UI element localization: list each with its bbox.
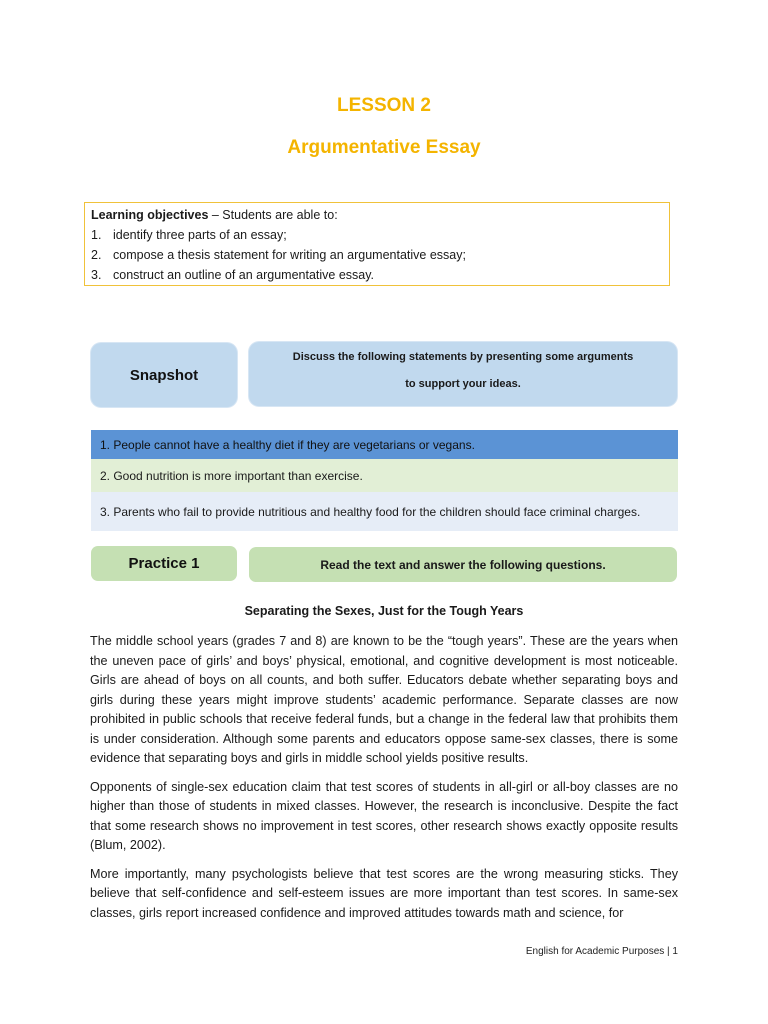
statement-row: 3. Parents who fail to provide nutritious and healthy food for the children should face criminal charges. [91,492,678,531]
snapshot-label-box: Snapshot [91,343,237,407]
page-footer: English for Academic Purposes | 1 [525,946,678,957]
learning-objectives-box [84,202,670,286]
lesson-title: Argumentative Essay [287,137,481,158]
snapshot-instruction-line-2: to support your ideas. [405,378,521,390]
objective-number: 2. [91,248,102,262]
article-paragraph: Opponents of single-sex education claim that test scores of students in all-girl or all-boy classes are no higher than those of students in mixed classes. However, the research is inconclusive. Despite the fact that some research shows no improvement in test scores, other research shows exactly opposite results (Blum, 2002). [90,779,678,852]
objective-number: 1. [91,228,102,242]
objective-item [91,245,663,265]
objective-item [91,225,663,245]
practice-instruction-box: Read the text and answer the following questions. [249,547,677,582]
objective-number: 3. [91,268,102,282]
practice-label-box: Practice 1 [91,546,237,581]
article-paragraph: The middle school years (grades 7 and 8) are known to be the “tough years”. These are the years when the uneven pace of girls’ and boys’ physical, emotional, and cognitive development is most noticeable. Girls are ahead of boys on all counts, and both suffer. Educators debate whether separating boys and girls during these years might improve students’ academic performance. Separate classes are now prohibited in public schools that receive federal funds, but a change in the federal law that prohibits them is under consideration. Although some parents and educators oppose same-sex classes, there is some evidence that separating boys and girls in middle school yields positive results. [90,634,678,765]
objective-text: compose a thesis statement for writing an argumentative essay; [113,248,466,262]
article-title: Separating the Sexes, Just for the Tough Years [244,604,524,618]
objectives-heading-bold: Learning objectives [91,208,209,222]
objectives-heading [91,205,663,225]
article-body [90,632,678,932]
statements-table [91,430,678,531]
objectives-list [91,225,663,285]
objectives-heading-rest: – Students are able to: [208,208,338,222]
objective-item [91,265,663,285]
statement-row: 1. People cannot have a healthy diet if they are vegetarians or vegans. [91,430,678,459]
objective-text: construct an outline of an argumentative essay. [113,268,375,282]
snapshot-instruction-line-1: Discuss the following statements by presenting some arguments [292,351,634,363]
objective-text: identify three parts of an essay; [113,228,287,242]
article-paragraph: More importantly, many psychologists believe that test scores are the wrong measuring sticks. They believe that self-confidence and self-esteem issues are more important than test scores. In same-sex classes, girls report increased confidence and improved attitudes towards math and science, for [90,866,678,920]
lesson-number: LESSON 2 [337,95,431,116]
snapshot-instruction-box [249,342,677,406]
statement-row: 2. Good nutrition is more important than exercise. [91,459,678,492]
